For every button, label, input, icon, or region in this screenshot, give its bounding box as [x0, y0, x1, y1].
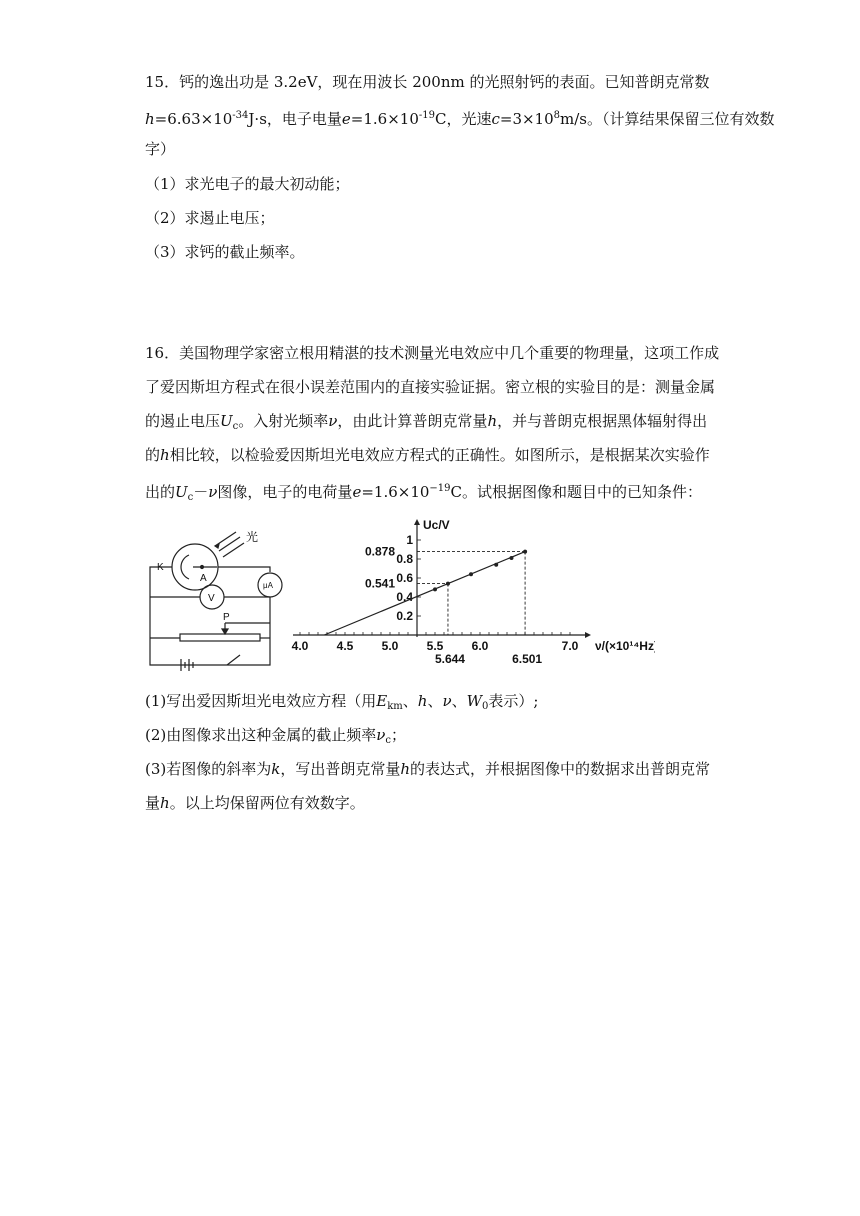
rheostat	[180, 634, 260, 641]
x-tick-label: 6.0	[471, 639, 489, 653]
q16-part-3-cont: 量h。以上均保留两位有效数字。	[145, 794, 365, 812]
y-tick-label: 0.8	[396, 552, 413, 566]
q16-line-4: 的h相比较，以检验爱因斯坦光电效应方程式的正确性。如图所示，是根据某次实验作	[145, 446, 710, 464]
q16-part-2: (2)由图像求出这种金属的截止频率$\nu_c$；	[145, 726, 406, 746]
left-wire	[150, 567, 270, 665]
circuit-diagram	[150, 532, 282, 671]
q15-line-1: 15．钙的逸出功是 3.2eV，现在用波长 200nm 的光照射钙的表面。已知普朗克常数	[145, 73, 710, 91]
slider-arrow-icon	[222, 629, 228, 634]
top-wire	[218, 567, 270, 572]
q15-line-2: $h=6.63\times 10^{-34}J\cdot s$，电子电量$e=1.6\times 10^{-19}C$，光速$c=3\times 10^8m/s$。（计算结果保留三位有效数	[145, 110, 775, 128]
y-tick-label: 0.4	[396, 590, 413, 604]
data-point	[510, 556, 514, 560]
marked-x-label: 5.644	[434, 652, 465, 666]
y-axis-label: Uc/V	[423, 518, 450, 532]
switch	[227, 655, 240, 665]
q15-sub-2: （2）求遏止电压；	[145, 209, 275, 227]
figure-svg	[145, 515, 655, 675]
q15-line-3: 字）	[145, 140, 176, 158]
arrow-head-icon	[215, 544, 219, 548]
label-a: A	[200, 573, 207, 584]
data-point	[433, 587, 437, 591]
x-axis-label: ν/(×10¹⁴Hz)	[595, 639, 655, 653]
q16-line-1: 16．美国物理学家密立根用精湛的技术测量光电效应中几个重要的物理量，这项工作成	[145, 344, 720, 362]
q16-line-2: 了爱因斯坦方程式在很小误差范围内的直接实验证据。密立根的实验目的是：测量金属	[145, 378, 716, 396]
cathode	[181, 555, 189, 579]
anode	[201, 566, 204, 569]
uc-nu-chart	[292, 518, 655, 666]
light-label: 光	[246, 530, 259, 544]
x-tick-label: 5.0	[381, 639, 399, 653]
marked-y-label: 0.878	[364, 544, 395, 559]
y-tick-label: 0.6	[396, 571, 413, 585]
q16-part-3: (3)若图像的斜率为k，写出普朗克常量h的表达式，并根据图像中的数据求出普朗克常	[145, 760, 711, 778]
figure	[145, 515, 655, 679]
x-tick-label: 4.0	[291, 639, 309, 653]
light-arrow-1	[219, 537, 240, 551]
q15-sub-3: （3）求钙的截止频率。	[145, 243, 305, 261]
q16-line-5: 出的$U_c-\nu$图像，电子的电荷量$e=1.6\times 10^{-19}C$。试根据图像和题目中的已知条件：	[145, 483, 703, 503]
label-k: K	[157, 562, 164, 573]
data-point	[469, 572, 473, 576]
x-tick-label: 4.5	[336, 639, 354, 653]
q16-line-3: 的遏止电压$U_c$。入射光频率ν，由此计算普朗克常量h，并与普朗克根据黑体辐射得出	[145, 412, 708, 432]
y-tick-label: 0.2	[396, 609, 413, 623]
label-v: V	[208, 593, 215, 604]
marked-y-label: 0.541	[364, 576, 395, 591]
x-tick-label: 7.0	[561, 639, 579, 653]
light-arrow-2	[223, 543, 244, 557]
label-p: P	[223, 612, 230, 623]
y-tick-label: 1	[406, 533, 413, 547]
label-ua: μA	[263, 581, 273, 590]
marked-x-label: 6.501	[512, 652, 543, 666]
x-axis-arrow-icon	[585, 632, 591, 638]
y-axis-arrow-icon	[414, 519, 420, 525]
q16-part-1: (1)写出爱因斯坦光电效应方程（用$E_{km}$、h、ν、$W_0$表示）;	[145, 692, 539, 712]
q15-sub-1: （1）求光电子的最大初动能；	[145, 175, 350, 193]
x-tick-label: 5.5	[426, 639, 444, 653]
data-point	[494, 563, 498, 567]
